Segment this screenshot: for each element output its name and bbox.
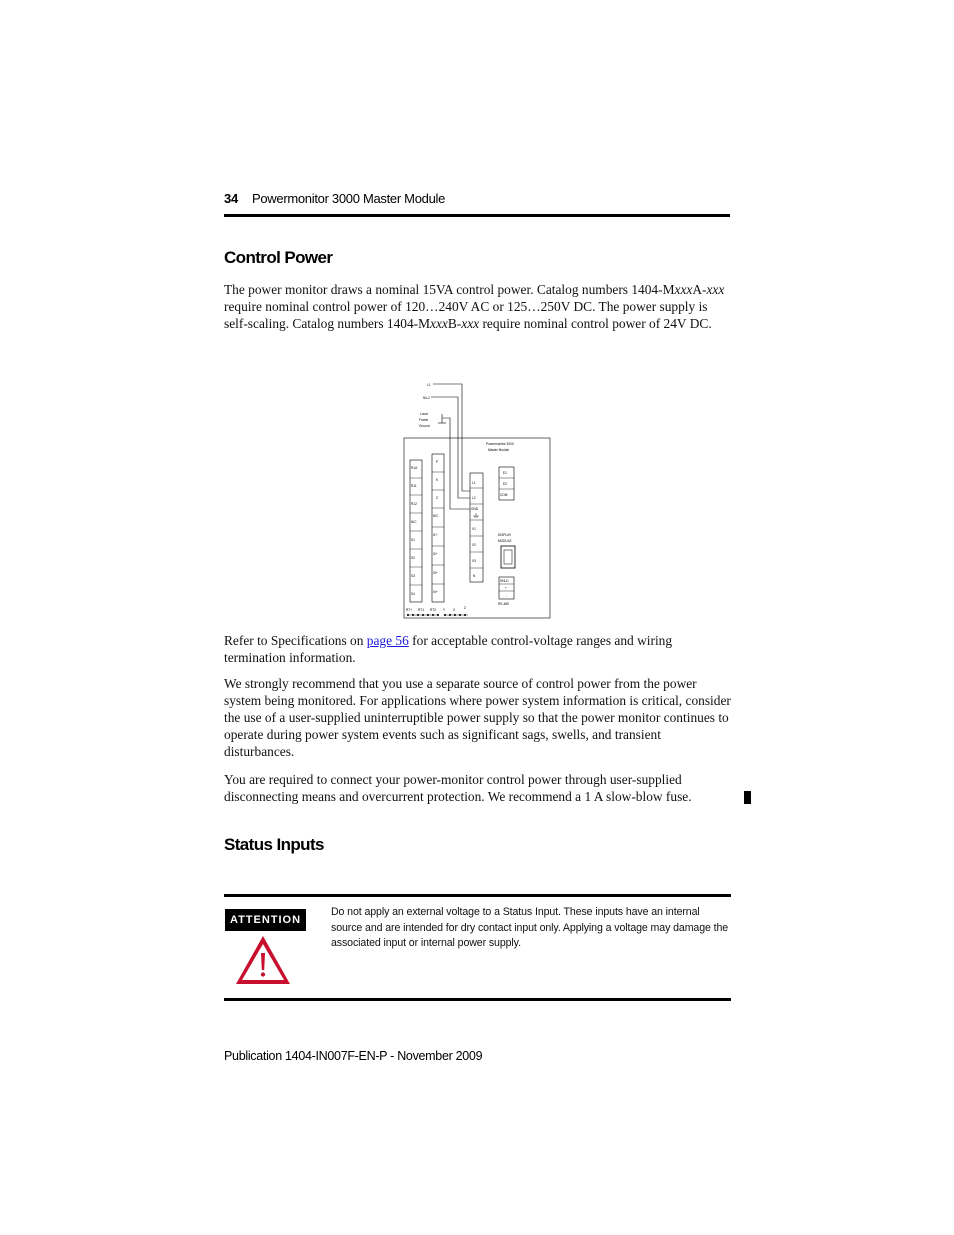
control-power-paragraph-4: You are required to connect your power-monitor control power through user-supplied disconnecting means and overcurrent protection. We recommend a 1 A slow-blow fuse. xyxy=(224,772,692,804)
publication-footer: Publication 1404-IN007F-EN-P - November 2009 xyxy=(224,1049,483,1063)
bottom-t5: X xyxy=(453,608,456,612)
col4-t2: E2 xyxy=(503,482,507,486)
col2-t3: Z xyxy=(436,496,438,500)
attention-top-rule xyxy=(224,894,731,897)
bottom-t1: RT+ xyxy=(406,608,413,612)
col2-t1: P xyxy=(436,460,439,464)
terminal-block-col3 xyxy=(470,473,483,582)
col1-t8: S4 xyxy=(411,592,415,596)
col1-t6: S2 xyxy=(411,556,415,560)
col3-t1: L1 xyxy=(472,481,476,485)
attention-bottom-rule xyxy=(224,998,731,1001)
section-heading-status-inputs: Status Inputs xyxy=(224,835,324,854)
label-ground-1: Local xyxy=(420,412,428,416)
bottom-t3: RT2 xyxy=(430,608,436,612)
col3-t7: N xyxy=(473,574,476,578)
label-ground-3: Ground xyxy=(419,424,430,428)
display-label-1: DISPLAY xyxy=(498,533,512,537)
col4-t1: E1 xyxy=(503,471,507,475)
terminal-block-col1 xyxy=(410,460,422,602)
col3-t6: V3 xyxy=(472,559,476,563)
control-power-paragraph-2: Refer to Specifications on page 56 for acceptable control-voltage ranges and wiring termination information. xyxy=(224,633,673,665)
module-outline xyxy=(404,438,550,618)
col1-t7: S3 xyxy=(411,574,415,578)
col1-t4: N/C xyxy=(411,520,417,524)
gnd-symbol-icon xyxy=(473,513,479,517)
rs485-terminal-block xyxy=(499,577,514,599)
col1-t3: R12 xyxy=(411,502,417,506)
col1-t5: S1 xyxy=(411,538,415,542)
rs485-t3: - xyxy=(506,594,508,598)
attention-text: Do not apply an external voltage to a Status Input. These inputs have an internal source and are intended for dry contact input only. Applying a voltage may damage the associated input or internal power supply. xyxy=(331,906,729,949)
bottom-connector-pins xyxy=(407,614,468,616)
col3-t3: GND xyxy=(471,507,479,511)
rs485-t1: SHLD xyxy=(500,579,509,583)
terminal-block-col4 xyxy=(499,467,514,500)
label-nl2: N/L2 xyxy=(423,396,430,400)
section-heading-control-power: Control Power xyxy=(224,248,333,267)
col3-t2: L2 xyxy=(472,496,476,500)
rs485-label: RS-485 xyxy=(498,602,509,606)
col2-t6: I2+ xyxy=(433,552,438,556)
module-title-1: Powermonitor 3000 xyxy=(486,442,514,446)
col2-t2: K xyxy=(436,478,439,482)
col3-t5: V2 xyxy=(472,543,476,547)
feed-wires xyxy=(431,384,470,509)
label-ground-2: Frame xyxy=(419,418,429,422)
rs485-t2: + xyxy=(505,586,507,590)
bottom-t6: Z xyxy=(464,606,466,610)
control-power-paragraph-3: We strongly recommend that you use a separate source of control power from the power system being monitored. For applications where power system information is critical, consider the use of a user-supplied uninterruptible power supply so that the power monitor continues to operate during power system events such as significant sags, swells, and transient disturbances. xyxy=(224,676,731,759)
label-l1: L1 xyxy=(427,383,431,387)
page-56-link[interactable]: page 56 xyxy=(366,633,409,648)
col2-t7: I3+ xyxy=(433,571,438,575)
col2-t5: I1+ xyxy=(433,533,438,537)
change-bar xyxy=(744,791,751,804)
running-header-title: Powermonitor 3000 Master Module xyxy=(252,191,446,206)
col2-t8: I4+ xyxy=(433,590,438,594)
header-rule xyxy=(224,214,730,217)
control-power-paragraph-1: The power monitor draws a nominal 15VA control power. Catalog numbers 1404-MxxxA-xxx require nominal control power of 120…240V AC or 125…250V DC. The power supply is self-scaling. Catalog numbers 1404-MxxxB-xxx require nominal control power of 24V DC. xyxy=(224,282,725,331)
warning-triangle-icon xyxy=(234,934,292,986)
col1-t1: R1A xyxy=(411,466,418,470)
module-title-2: Master Module xyxy=(488,448,510,452)
col2-t4: N/C xyxy=(433,514,439,518)
control-power-wiring-diagram xyxy=(398,378,558,620)
col3-t4: V1 xyxy=(472,527,476,531)
col4-t3: COM xyxy=(500,493,508,497)
bottom-t2: RT1 xyxy=(418,608,424,612)
terminal-block-col2 xyxy=(432,454,444,602)
page-number: 34 xyxy=(224,191,239,206)
display-label-2: MODULE xyxy=(498,539,512,543)
display-connector-icon xyxy=(501,546,515,568)
bottom-t4: Y xyxy=(443,608,446,612)
col1-t2: R11 xyxy=(411,484,417,488)
attention-label: ATTENTION xyxy=(225,909,306,931)
